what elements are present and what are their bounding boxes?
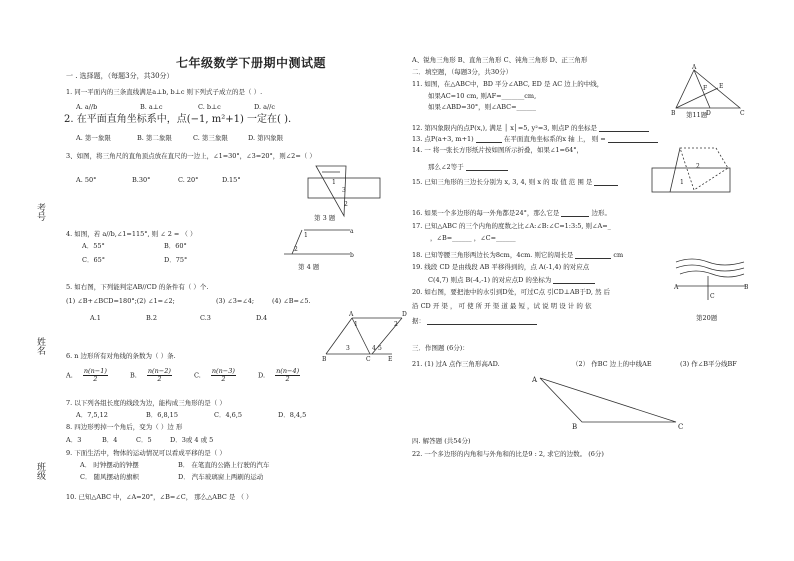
q1-opt-b: B. a⊥c	[140, 103, 163, 111]
q6-opt-b-label: B.	[129, 371, 137, 380]
q11-label-C: C	[740, 110, 745, 117]
q20-label-B: B	[744, 284, 749, 291]
q20-line3	[412, 316, 537, 325]
q6-opt-c-label: C.	[193, 371, 201, 380]
q14-figure	[650, 146, 734, 196]
q18-blank	[575, 250, 611, 259]
side-label-class: 班级	[35, 462, 45, 480]
q2-opt-c: C. 第三象限	[193, 134, 228, 142]
q5-label-C: C	[366, 356, 371, 363]
page-title: 七年级数学下册期中测试题	[176, 56, 327, 70]
q12-blank	[599, 123, 649, 132]
q22-stem: 22. 一个多边形的内角和与外角和的比是9 : 2, 求它的边数。 (6分)	[412, 450, 604, 458]
q5-cond-2: (3) ∠3=∠4;	[216, 297, 255, 305]
q13-stem-a: 13. 点P(a+3, m+1)	[412, 135, 474, 143]
q19-line1: 19. 线段 CD 是由线段 AB 平移得到的，点 A(-1,4) 的对应点	[412, 263, 590, 271]
q20-label-C: C	[710, 293, 715, 300]
q2-opt-b: B. 第二象限	[137, 134, 172, 142]
q9-opt-b: B． 在笔直的公路上行驶的汽车	[178, 461, 270, 469]
q5-label-4: 4	[372, 345, 376, 352]
q9-stem: 9. 下面生活中，物体的运动情况可以看成平移的是（ ）	[66, 449, 226, 457]
q3-opt-b: B.30°	[132, 176, 151, 184]
q14-stem-b: 那么∠2等于	[428, 163, 464, 171]
q4-opt-c: C．65°	[82, 256, 105, 264]
q14-line2	[428, 162, 508, 171]
q3-fig-caption: 第 3 题	[314, 214, 336, 222]
q2-stem: 2. 在平面直角坐标系中，点(−1, m²+1) 一定在( ).	[64, 114, 292, 125]
q4-label-1: 1	[304, 232, 308, 239]
q18-stem-a: 18. 已知等腰三角形两边长为8cm，4cm. 则它的周长是	[412, 251, 574, 259]
q21-figure	[530, 374, 690, 434]
q2-opt-d: D. 第四象限	[248, 134, 284, 142]
q5-opt-c: C.3	[200, 314, 211, 322]
svg-text:2: 2	[344, 201, 348, 208]
q5-label-3: 3	[346, 345, 350, 352]
q10-stem: 10. 已知△ABC 中，∠A=20°，∠B=∠C， 那么△ABC 是 （ ）	[66, 493, 253, 501]
q4-label-b: b	[350, 252, 354, 259]
side-label-exam-no: 考号	[35, 203, 45, 221]
q4-label-2: 2	[294, 246, 298, 253]
q16-blank	[561, 208, 589, 217]
q8-stem: 8. 四边形剪掉一个角后，变为（ ）边 形	[66, 423, 183, 431]
q13-blank-2	[608, 134, 658, 143]
q4-stem: 4. 如图，若 a//b,∠1=115°, 则 ∠ 2 = （ ）	[66, 230, 197, 238]
section2-heading: 二．填空题，（每题3分，共30分）	[412, 68, 513, 76]
q21-part2: （2） 作BC 边上的中线AE	[572, 360, 652, 368]
q21-label-C: C	[678, 423, 684, 431]
q11-label-A: A	[692, 64, 697, 71]
q1-opt-c: C. b⊥c	[198, 103, 221, 111]
q21-part3: (3) 作∠B平分线BF	[680, 360, 737, 368]
section4-heading: 四. 解答题 (共54分)	[412, 437, 471, 445]
q7-opt-d: D．8,4,5	[278, 411, 307, 419]
q12-text	[412, 123, 649, 132]
q9-opt-a: A． 时钟摆动的钟摆	[80, 461, 139, 469]
q1-stem: 1. 同一平面内的三条直线满足a⊥b, b⊥c 则下列式子成立的是（ ）.	[66, 88, 263, 96]
q6-opt-b-frac: $\frac{n(n-2)}{2}$	[147, 367, 171, 383]
q15-stem: 15. 已知三角形的三边长分别为 x, 3, 4, 则 x 的 取 值 范 围 是	[412, 178, 593, 186]
q8-opt-d: D．3或 4 或 5	[170, 436, 214, 444]
q4-opt-d: D．75°	[164, 256, 188, 264]
svg-text:3: 3	[342, 187, 346, 194]
q6-opt-c-frac: $\frac{n(n-3)}{2}$	[211, 367, 235, 383]
q8-opt-b: B．4	[102, 436, 118, 444]
q11-label-E: E	[719, 83, 724, 90]
q17-line1: 17. 已知△ABC 的三个内角的度数之比∠A:∠B:∠C=1:3:5, 则∠A=_	[412, 222, 611, 230]
q7-opt-c: C．4,6,5	[214, 411, 243, 419]
q9-opt-c: C． 随风摆动的旗帜	[80, 473, 140, 481]
q16-stem-a: 16. 如果一个多边形的每一外角都是24°，那么它是	[412, 209, 560, 217]
q18-text	[412, 250, 623, 259]
q13-text	[412, 134, 658, 143]
q6-opt-d-frac: $\frac{n(n-4)}{2}$	[276, 367, 300, 383]
q16-text	[412, 208, 611, 217]
q16-stem-b: 边形。	[591, 209, 611, 217]
q12-stem: 12. 第四象限内的点P(x,), 满足 │ x│=5, y²=3, 则点P 的坐标是	[412, 124, 597, 132]
q7-opt-a: A．7,5,12	[76, 411, 108, 419]
q4-label-a: a	[350, 228, 354, 235]
q5-label-5: 5	[378, 345, 382, 352]
q11-label-F: F	[703, 85, 708, 92]
q19-stem-b: C(4,7) 则点 B(-4,-1) 的对应点D 的坐标为	[428, 276, 552, 284]
q11-figure	[670, 66, 750, 116]
q5-label-D: D	[402, 311, 407, 318]
q4-fig-caption: 第 4 题	[298, 263, 320, 271]
q14-blank	[466, 162, 508, 171]
q1-opt-d: D. a//c	[254, 103, 276, 111]
q11-line1: 11. 如图，在△ABC中，BD 平分∠ABC, ED 是 AC 边上的中线，	[412, 80, 604, 88]
q3-opt-c: C. 20°	[178, 176, 199, 184]
q2-opt-a: A. 第一象限	[76, 134, 111, 142]
q17-line2: ，∠B=______ ，∠C=______	[430, 234, 516, 242]
q8-opt-c: C．5	[136, 436, 152, 444]
section1-heading: 一 . 选择题，（每题3分，共30分）	[66, 72, 174, 80]
q20-fig-caption: 第20题	[696, 314, 718, 322]
q13-stem-b: 在平面直角坐标系的x 轴 上， 则 =	[503, 135, 606, 143]
q6-opt-d-label: D.	[257, 371, 266, 380]
q14-line1: 14. 一 将一张长方形纸片按如图所示折叠，如果∠1=64°，	[412, 146, 584, 154]
q5-label-2: 2	[394, 321, 398, 328]
q7-stem: 7. 以下列各组长度的线段为边，能构成三角形的是（ ）	[66, 399, 226, 407]
q5-cond-3: (4) ∠B=∠5.	[272, 297, 311, 305]
section3-heading: 三．作图题 (6分)：	[412, 344, 469, 352]
q21-label-A: A	[532, 376, 538, 384]
q13-blank-1	[476, 134, 502, 143]
q5-label-E: E	[388, 356, 393, 363]
q10-options: A、锐角三角形 B、直角三角形 C、钝角三角形 D、正三角形	[412, 56, 588, 64]
q20-line2: 沿 CD 开 渠 ， 可 使 所 开 渠 道 最 短 ，试 说 明 设 计 的 依	[412, 302, 592, 310]
q20-line1: 20. 如右图，要把池中的水引到D处，可过C点 引CD⊥AB于D, 然 后	[412, 288, 611, 296]
q14-label-1: 1	[680, 179, 684, 186]
q20-blank	[427, 316, 537, 325]
q11-fig-caption: 第11题	[686, 111, 708, 119]
q5-cond-1: (1) ∠B+∠BCD=180°;(2) ∠1=∠2;	[66, 297, 175, 305]
q20-stem-c: 据：	[412, 317, 425, 325]
q11-label-D: D	[706, 110, 711, 117]
q6-options	[66, 368, 300, 383]
q5-opt-d: D.4	[256, 314, 268, 322]
q14-label-2: 2	[696, 163, 700, 170]
q5-figure	[322, 312, 406, 362]
q5-opt-a: A.1	[90, 314, 101, 322]
q19-blank	[553, 275, 595, 284]
q7-opt-b: B．6,8,15	[146, 411, 178, 419]
q5-label-B: B	[322, 356, 327, 363]
q5-opt-b: B.2	[146, 314, 157, 322]
q15-blank	[594, 177, 618, 186]
q3-opt-a: A. 50°	[76, 176, 97, 184]
q18-stem-b: cm	[613, 251, 624, 259]
q19-line2	[428, 275, 595, 284]
q6-opt-a-label: A.	[66, 371, 73, 380]
q11-label-B: B	[671, 110, 676, 117]
q11-line2: 如果AC=10 cm, 则AF=_______cm,	[428, 92, 537, 100]
q5-stem: 5. 如右图，下列能判定AB//CD 的条件有（ ）个.	[66, 283, 209, 291]
q4-opt-a: A．55°	[82, 242, 105, 250]
svg-text:1: 1	[332, 179, 336, 186]
q1-opt-a: A. a//b	[76, 103, 98, 111]
q21-label-B: B	[572, 423, 578, 431]
q15-text	[412, 177, 618, 186]
q6-opt-a-frac: $\frac{n(n-1)}{2}$	[83, 367, 107, 383]
q4-figure	[284, 226, 354, 262]
q21-part1: 21. (1) 过A 点作三角形高AD.	[412, 360, 500, 368]
q3-opt-d: D.15°	[222, 176, 241, 184]
q11-line3: 如果∠ABD=30°，则∠ABC=______	[428, 103, 537, 111]
q20-figure	[674, 256, 750, 306]
side-label-name: 姓名	[35, 337, 45, 355]
q9-opt-d: D． 汽车玻璃窗上两刷的运动	[178, 473, 264, 481]
q5-label-1: 1	[354, 321, 358, 328]
q6-stem: 6. n 边形所有对角线的条数为（ ）条.	[66, 352, 176, 360]
q20-label-A: A	[674, 284, 679, 291]
q8-opt-a: A．3	[66, 436, 82, 444]
q3-stem: 3、如图，将三角尺的直角顶点放在直尺的一边上，∠1=30°，∠3=20°，则∠2=（ ）	[66, 152, 316, 160]
q5-label-A: A	[349, 311, 354, 318]
q4-opt-b: B．60°	[164, 242, 187, 250]
